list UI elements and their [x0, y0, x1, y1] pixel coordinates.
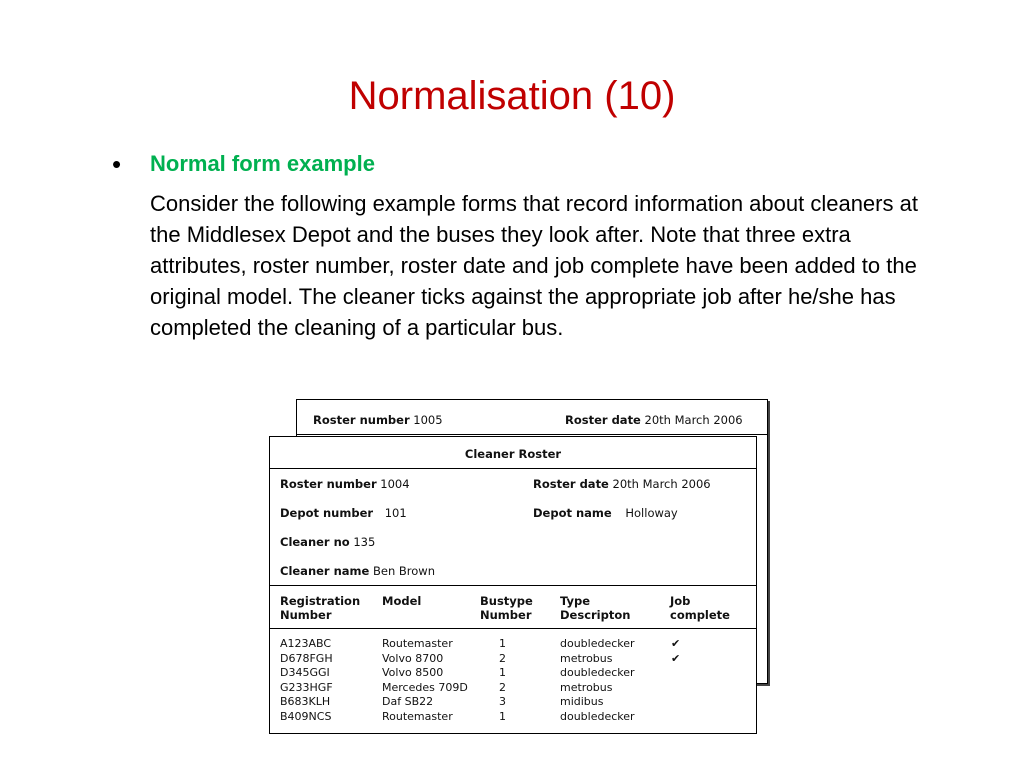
- depot-number-field: Depot number 101: [280, 506, 407, 520]
- model-cell: Mercedes 709D: [382, 680, 468, 694]
- type-cell: doubledecker: [560, 637, 635, 650]
- bustype-cell: 1: [499, 637, 506, 650]
- registration-cell: B409NCS: [280, 709, 332, 723]
- cleaner-roster-form: [269, 436, 757, 734]
- roster-number-field: Roster number 1004: [280, 477, 410, 491]
- bustype-cell: 1: [499, 666, 506, 679]
- divider: [297, 434, 767, 435]
- cleaner-name-field: Cleaner name Ben Brown: [280, 564, 436, 578]
- divider: [270, 585, 756, 586]
- bullet-point: •: [112, 149, 122, 179]
- tick-icon: ✔: [671, 651, 681, 665]
- bustype-cell: 1: [499, 709, 506, 723]
- bustype-cell: 2: [499, 651, 506, 665]
- slide-title: Normalisation (10): [348, 74, 676, 118]
- model-cell: Volvo 8500: [382, 666, 444, 679]
- model-cell: Routemaster: [382, 637, 453, 650]
- tick-icon: ✔: [671, 637, 681, 650]
- type-cell: midibus: [560, 695, 604, 708]
- model-cell: Routemaster: [382, 709, 453, 723]
- section-heading: Normal form example: [150, 151, 375, 176]
- registration-cell: G233HGF: [280, 680, 333, 694]
- registration-cell: A123ABC: [280, 637, 332, 650]
- body-paragraph: Consider the following example forms that record information about cleaners at the Middlesex Depot and the buses they look after. Note that three extra attributes, roster number, roster date and job complete have been added to the original model. The cleaner ticks against the appropriate job after he/she has completed the cleaning of a particular bus.: [150, 191, 918, 340]
- bustype-cell: 3: [499, 695, 506, 708]
- column-header-bustype: Bustype Number: [480, 594, 533, 622]
- bustype-cell: 2: [499, 680, 506, 694]
- type-cell: metrobus: [560, 680, 613, 694]
- depot-name-field: Depot name Holloway: [533, 506, 678, 520]
- divider: [270, 468, 756, 469]
- back-roster-date: Roster date 20th March 2006: [565, 413, 743, 427]
- registration-cell: D345GGI: [280, 666, 330, 679]
- model-cell: Daf SB22: [382, 695, 434, 708]
- divider: [270, 628, 756, 629]
- table-row: [270, 666, 756, 681]
- type-cell: metrobus: [560, 651, 613, 665]
- model-cell: Volvo 8700: [382, 651, 444, 665]
- type-cell: doubledecker: [560, 709, 635, 723]
- column-header-type: Type Descripton: [560, 594, 631, 622]
- cleaner-no-field: Cleaner no 135: [280, 535, 376, 549]
- registration-cell: D678FGH: [280, 651, 333, 665]
- roster-date-field: Roster date 20th March 2006: [533, 477, 711, 491]
- table-row: [270, 695, 756, 710]
- registration-cell: B683KLH: [280, 695, 331, 708]
- table-row: [270, 681, 756, 696]
- form-title: Cleaner Roster: [464, 447, 562, 461]
- type-cell: doubledecker: [560, 666, 635, 679]
- table-row: [270, 637, 756, 652]
- table-row: [270, 652, 756, 667]
- column-header-model: Model: [382, 594, 422, 608]
- back-roster-number: Roster number 1005: [313, 413, 443, 427]
- column-header-registration: Registration Number: [280, 594, 361, 622]
- table-row: [270, 710, 756, 725]
- column-header-job-complete: Job complete: [670, 594, 730, 622]
